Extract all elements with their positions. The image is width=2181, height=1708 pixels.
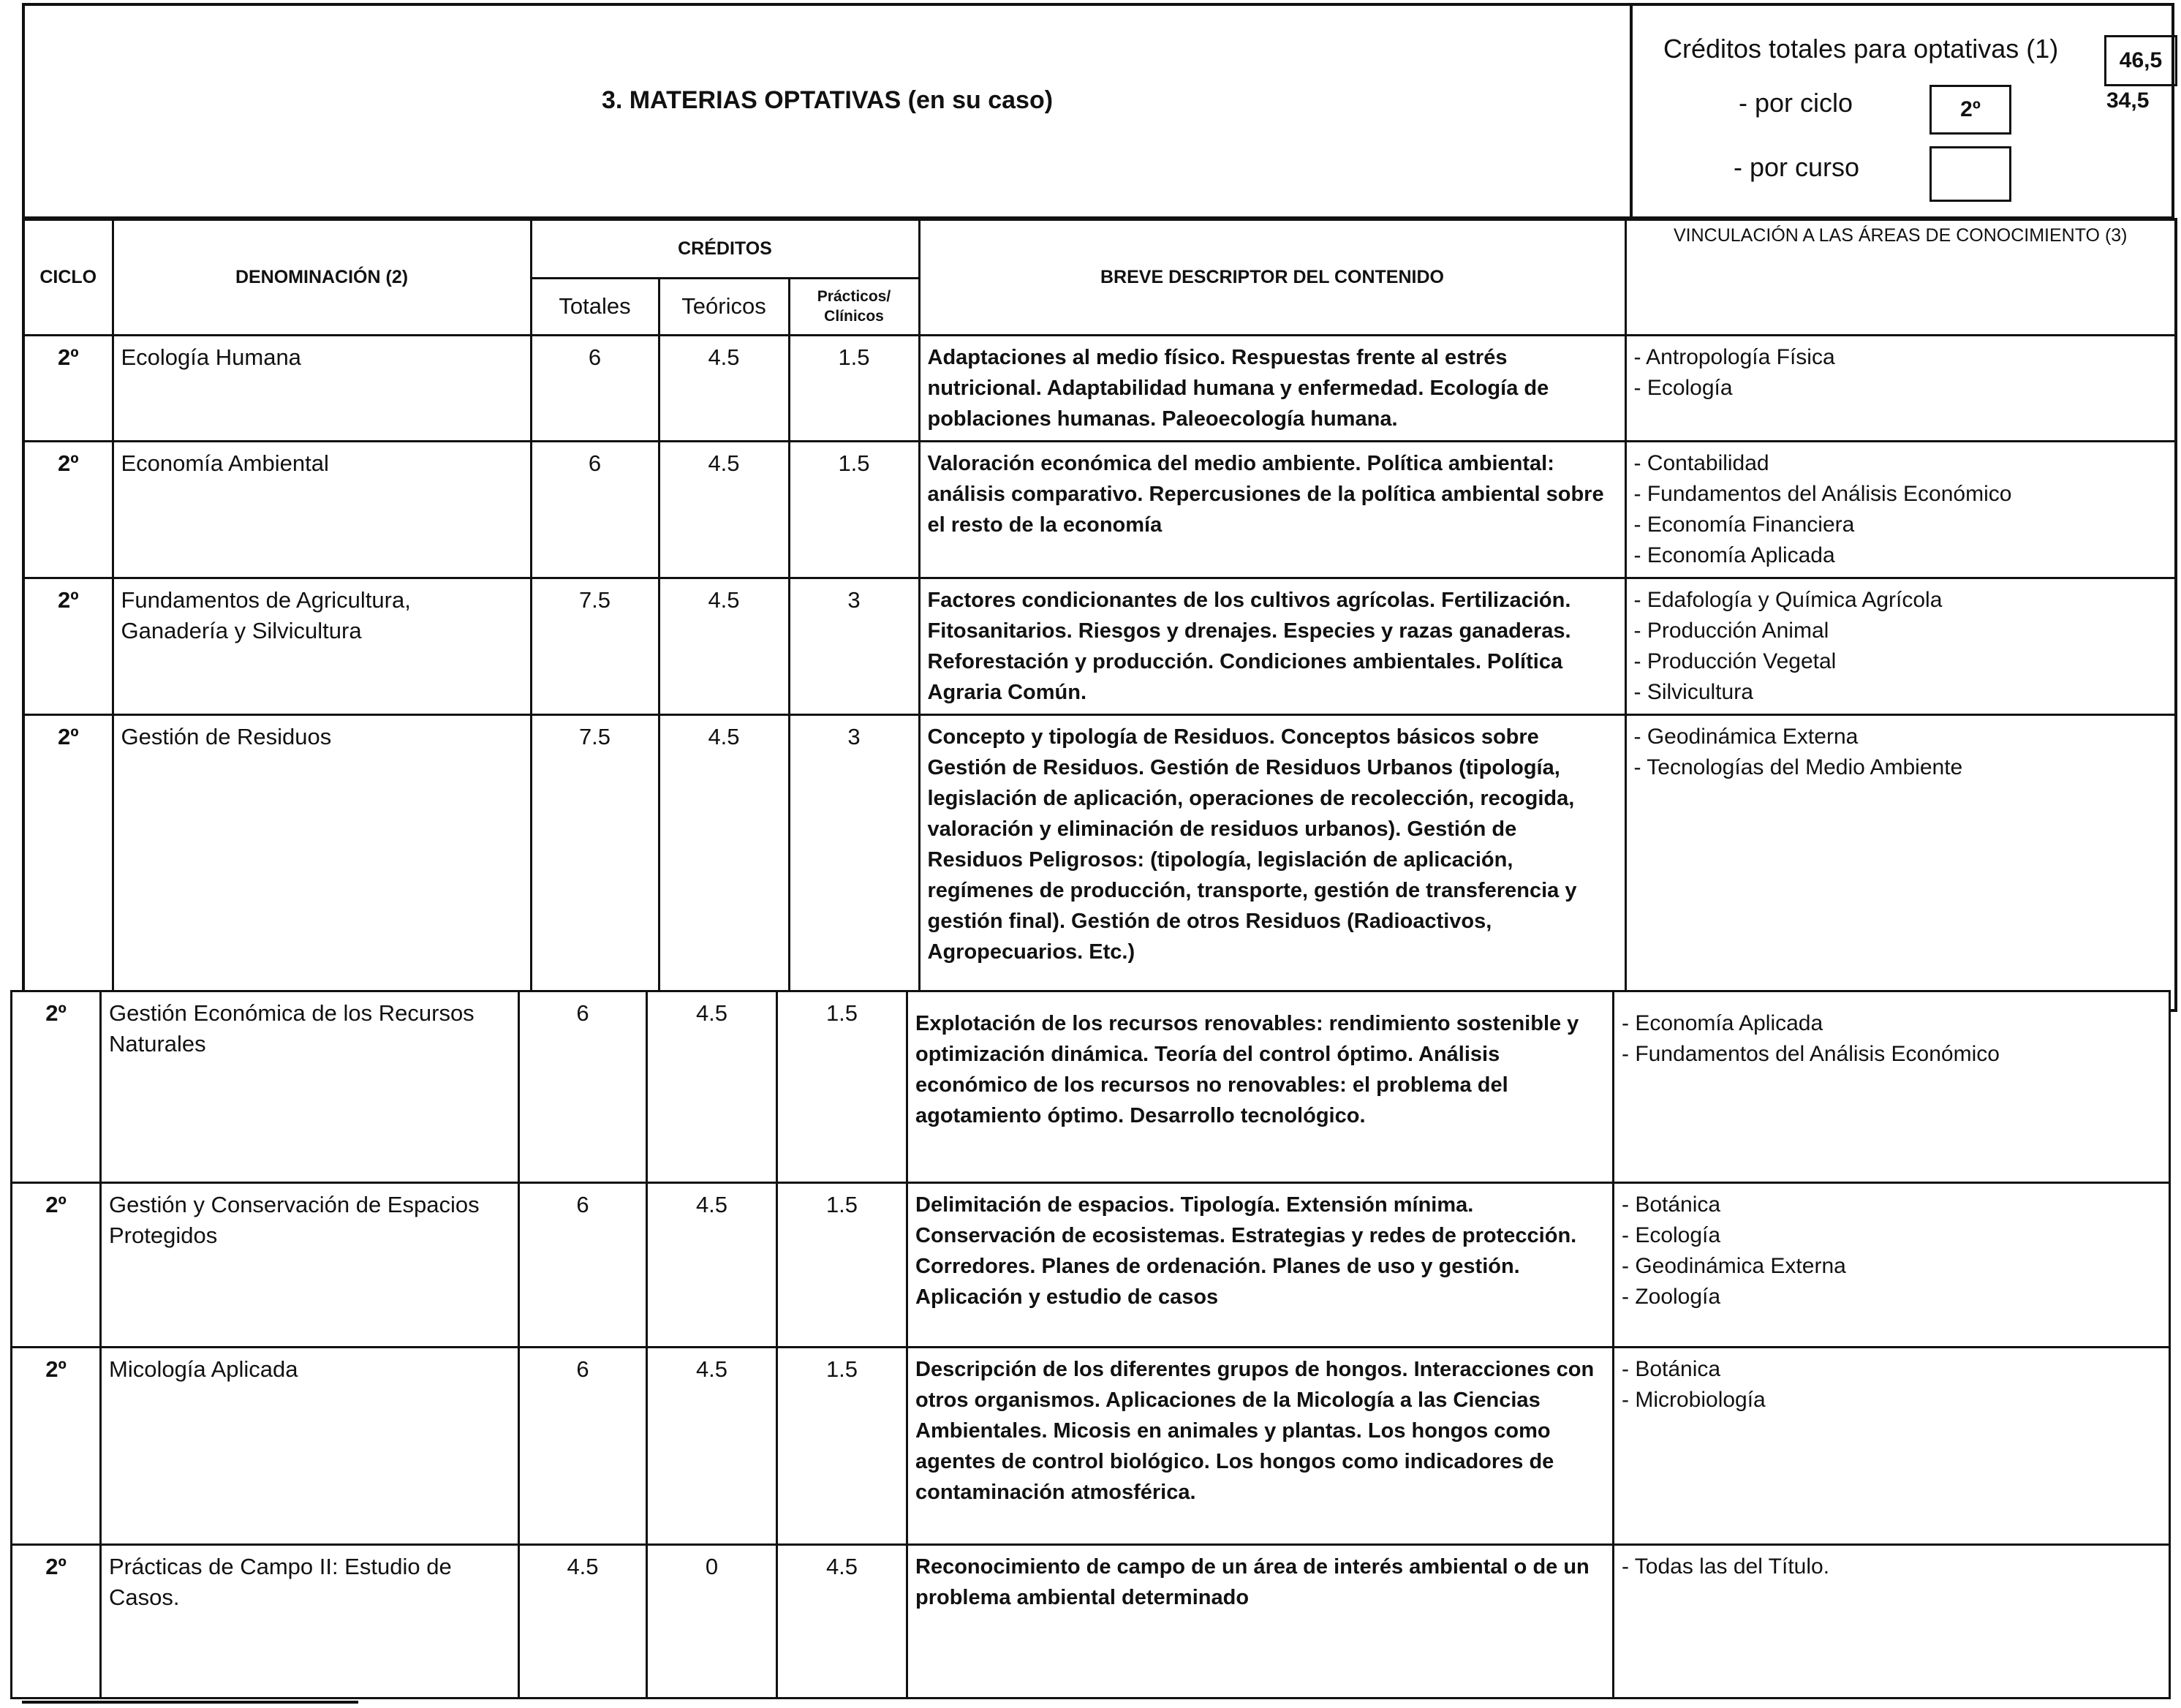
col-totales-header: Totales xyxy=(531,278,659,335)
row-totales: 6 xyxy=(519,991,647,1183)
row-areas xyxy=(1614,1348,2170,1545)
row-ciclo: 2º xyxy=(23,335,113,441)
row-teoricos: 0 xyxy=(647,1545,777,1698)
row-ciclo: 2º xyxy=(12,991,101,1183)
footnote-divider xyxy=(22,1701,358,1704)
area-item: - Producción Animal xyxy=(1633,618,1829,643)
row-ciclo: 2º xyxy=(12,1183,101,1348)
row-practicos: 1.5 xyxy=(789,441,919,578)
section-title: 3. MATERIAS OPTATIVAS (en su caso) xyxy=(601,86,1054,114)
row-practicos: 3 xyxy=(789,578,919,714)
row-descriptor: Factores condicionantes de los cultivos agrícolas. Fertilización. Fitosanitarios. Riesgos y drenajes. Especies y razas ganaderas. Reforestación y producción. Condiciones ambientales. Política Agraria Común. xyxy=(919,578,1625,714)
row-name: Micología Aplicada xyxy=(101,1348,519,1545)
row-totales: 6 xyxy=(519,1183,647,1348)
area-item: - Edafología y Química Agrícola xyxy=(1633,587,1943,612)
row-teoricos: 4.5 xyxy=(647,1348,777,1545)
row-ciclo: 2º xyxy=(23,714,113,1010)
area-item: - Producción Vegetal xyxy=(1633,649,1837,673)
row-practicos: 1.5 xyxy=(789,335,919,441)
col-practicos-header: Prácticos/ Clínicos xyxy=(789,278,919,335)
row-totales: 6 xyxy=(519,1348,647,1545)
area-item: - Microbiología xyxy=(1622,1388,1766,1412)
col-ciclo-header: CICLO xyxy=(23,219,113,335)
row-name: Gestión y Conservación de Espacios Protegidos xyxy=(101,1183,519,1348)
table-row xyxy=(12,1183,2170,1348)
area-item: - Fundamentos del Análisis Económico xyxy=(1622,1042,2000,1066)
area-item: - Botánica xyxy=(1622,1357,1721,1381)
table-row xyxy=(12,1545,2170,1698)
row-teoricos: 4.5 xyxy=(659,335,789,441)
row-practicos: 3 xyxy=(789,714,919,1010)
row-areas xyxy=(1625,441,2176,578)
col-creditos-header: CRÉDITOS xyxy=(531,219,919,278)
row-ciclo: 2º xyxy=(12,1348,101,1545)
per-cycle-value: 2º xyxy=(1929,85,2011,135)
row-areas xyxy=(1614,991,2170,1183)
per-course-label: - por curso xyxy=(1734,152,1860,182)
row-teoricos: 4.5 xyxy=(647,991,777,1183)
total-credits-label: Créditos totales para optativas (1) xyxy=(1663,34,2059,64)
area-item: - Botánica xyxy=(1622,1193,1721,1217)
area-item: - Todas las del Título. xyxy=(1622,1554,1830,1579)
row-name: Gestión Económica de los Recursos Naturales xyxy=(101,991,519,1183)
row-teoricos: 4.5 xyxy=(659,441,789,578)
area-item: - Economía Aplicada xyxy=(1633,543,1835,567)
row-areas xyxy=(1625,714,2176,1010)
table-row xyxy=(12,1348,2170,1545)
area-item: - Silvicultura xyxy=(1633,679,1753,704)
row-practicos: 1.5 xyxy=(777,1348,907,1545)
row-descriptor: Concepto y tipología de Residuos. Conceptos básicos sobre Gestión de Residuos. Gestión de Residuos Urbanos (tipología, legislación de aplicación, operaciones de recolección, recogida, valoración y eliminación de residuos urbanos). Gestión de Residuos Peligrosos: (tipología, legislación de aplicación, regímenes de producción, transporte, gestión de transferencia y gestión final). Gestión de otros Residuos (Radioactivos, Agropecuarios. Etc.) xyxy=(919,714,1625,1010)
section-header xyxy=(22,3,2174,219)
area-item: - Ecología xyxy=(1633,375,1733,400)
per-course-value xyxy=(1929,146,2011,202)
optional-subjects-table-part-2 xyxy=(10,990,2171,1699)
table-row xyxy=(23,441,2176,578)
row-ciclo: 2º xyxy=(12,1545,101,1698)
area-item: - Economía Financiera xyxy=(1633,512,1855,537)
row-ciclo: 2º xyxy=(23,578,113,714)
row-practicos: 4.5 xyxy=(777,1545,907,1698)
row-totales: 4.5 xyxy=(519,1545,647,1698)
row-areas xyxy=(1625,578,2176,714)
credits-panel xyxy=(1630,6,2171,216)
row-teoricos: 4.5 xyxy=(659,714,789,1010)
row-practicos: 1.5 xyxy=(777,991,907,1183)
total-credits-value: 46,5 xyxy=(2104,35,2177,86)
optional-subjects-table-part-1 xyxy=(22,218,2177,1012)
area-item: - Tecnologías del Medio Ambiente xyxy=(1633,755,1963,779)
table-row xyxy=(23,714,2176,1010)
row-descriptor: Descripción de los diferentes grupos de hongos. Interacciones con otros organismos. Aplicaciones de la Micología a las Ciencias Ambientales. Micosis en animales y plantas. Los hongos como agentes de control biológico. Los hongos como indicadores de contaminación atmosférica. xyxy=(907,1348,1614,1545)
col-vinculacion-header: VINCULACIÓN A LAS ÁREAS DE CONOCIMIENTO (3) xyxy=(1625,219,2176,335)
area-item: - Fundamentos del Análisis Económico xyxy=(1633,481,2012,506)
col-denominacion-header: DENOMINACIÓN (2) xyxy=(113,219,531,335)
row-teoricos: 4.5 xyxy=(659,578,789,714)
col-descriptor-header: BREVE DESCRIPTOR DEL CONTENIDO xyxy=(919,219,1625,335)
row-teoricos: 4.5 xyxy=(647,1183,777,1348)
table-row xyxy=(23,578,2176,714)
row-name: Gestión de Residuos xyxy=(113,714,531,1010)
table-row xyxy=(12,991,2170,1183)
row-descriptor: Delimitación de espacios. Tipología. Extensión mínima. Conservación de ecosistemas. Estrategias y redes de protección. Corredores. Planes de ordenación. Planes de uso y gestión. Aplicación y estudio de casos xyxy=(907,1183,1614,1348)
row-practicos: 1.5 xyxy=(777,1183,907,1348)
handwritten-credits-note: 34,5 xyxy=(2106,88,2150,113)
row-ciclo: 2º xyxy=(23,441,113,578)
row-areas xyxy=(1614,1183,2170,1348)
area-item: - Ecología xyxy=(1622,1223,1721,1247)
row-descriptor: Explotación de los recursos renovables: rendimiento sostenible y optimización dinámica. Teoría del control óptimo. Análisis económico de los recursos no renovables: el problema del agotamiento óptimo. Desarrollo tecnológico. xyxy=(907,991,1614,1183)
col-teoricos-header: Teóricos xyxy=(659,278,789,335)
row-descriptor: Valoración económica del medio ambiente. Política ambiental: análisis comparativo. Repercusiones de la política ambiental sobre el resto de la economía xyxy=(919,441,1625,578)
row-name: Prácticas de Campo II: Estudio de Casos. xyxy=(101,1545,519,1698)
row-name: Fundamentos de Agricultura, Ganadería y Silvicultura xyxy=(113,578,531,714)
row-totales: 7.5 xyxy=(531,714,659,1010)
area-item: - Economía Aplicada xyxy=(1622,1011,1823,1035)
row-areas xyxy=(1614,1545,2170,1698)
row-areas xyxy=(1625,335,2176,441)
area-item: - Contabilidad xyxy=(1633,450,1769,475)
area-item: - Geodinámica Externa xyxy=(1633,724,1859,749)
row-totales: 6 xyxy=(531,441,659,578)
row-name: Economía Ambiental xyxy=(113,441,531,578)
row-totales: 6 xyxy=(531,335,659,441)
table-row xyxy=(23,335,2176,441)
area-item: - Zoología xyxy=(1622,1285,1721,1309)
per-cycle-label: - por ciclo xyxy=(1739,88,1853,118)
area-item: - Geodinámica Externa xyxy=(1622,1254,1846,1278)
row-totales: 7.5 xyxy=(531,578,659,714)
row-descriptor: Adaptaciones al medio físico. Respuestas frente al estrés nutricional. Adaptabilidad humana y enfermedad. Ecología de poblaciones humanas. Paleoecología humana. xyxy=(919,335,1625,441)
row-name: Ecología Humana xyxy=(113,335,531,441)
area-item: - Antropología Física xyxy=(1633,344,1835,369)
row-descriptor: Reconocimiento de campo de un área de interés ambiental o de un problema ambiental determinado xyxy=(907,1545,1614,1698)
